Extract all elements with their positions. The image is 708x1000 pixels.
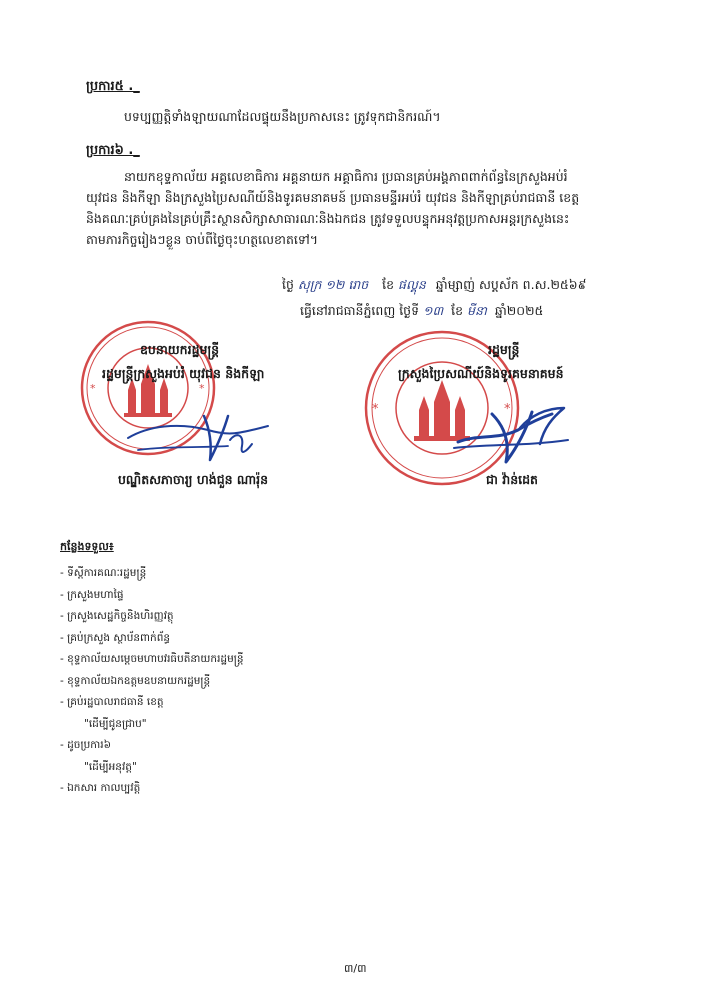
left-signatory-title1: ឧបនាយករដ្ឋមន្ត្រី (140, 342, 220, 357)
left-handwritten-signature (118, 386, 318, 476)
right-handwritten-signature (448, 384, 588, 474)
article6-line: តាមភារកិច្ចរៀងៗខ្លួន ចាប់ពីថ្ងៃចុះហត្ថលេខាតទៅ។ (86, 232, 319, 247)
recipient-item: - ខុទ្ទកាល័យឯកឧត្តមឧបនាយករដ្ឋមន្ត្រី (60, 674, 211, 687)
lunar-date-line (282, 274, 586, 295)
recipient-subnote: "ដើម្បីអនុវត្ត" (84, 760, 137, 773)
article5-text: បទប្បញ្ញត្តិទាំងឡាយណាដែលផ្ទុយនឹងប្រកាសនេះ ត្រូវទុកជានិករណ៍។ (124, 109, 441, 124)
svg-text:*: * (90, 382, 96, 395)
recipient-subnote: "ដើម្បីជូនជ្រាប" (84, 717, 147, 730)
recipient-item: - ខុទ្ទកាល័យសម្តេចមហាបវរធិបតីនាយករដ្ឋមន្ត្រី (60, 653, 244, 665)
right-signatory-name: ជា វ៉ាន់ដេត (486, 472, 538, 487)
article6-text (86, 166, 646, 250)
solar-date-line (300, 300, 543, 321)
solar-year: ឆ្នាំ២០២៥ (494, 303, 544, 318)
solar-month: មីនា (467, 303, 487, 318)
page-number: ៣/៣ (344, 962, 367, 975)
solar-month-prefix: ខែ (451, 303, 464, 318)
article6-heading: ប្រការ៦ ._ (86, 143, 140, 158)
solar-date-prefix: ធ្វើនៅរាជធានីភ្នំពេញ ថ្ងៃទី (300, 303, 420, 318)
lunar-month-prefix: ខែ (382, 277, 395, 292)
right-signatory-title2: ក្រសួងប្រៃសណីយ៍និងទូរគមនាគមន៍ (398, 366, 564, 381)
recipient-item: - គ្រប់រដ្ឋបាលរាជធានី ខេត្ត (60, 696, 164, 708)
right-signatory-title1: រដ្ឋមន្ត្រី (488, 342, 520, 357)
recipient-item: - ឯកសារ កាលប្បវត្តិ (60, 782, 141, 794)
recipient-item: - ដូចប្រការ៦ (60, 739, 112, 751)
lunar-month: ផល្គុន (398, 277, 426, 292)
left-signatory-title2: រដ្ឋមន្ត្រីក្រសួងអប់រំ យុវជន និងកីឡា (102, 366, 265, 381)
svg-text:*: * (372, 402, 379, 417)
recipients-title: កន្លែងទទួល៖ (60, 540, 114, 553)
recipients-list (60, 563, 244, 800)
article5-heading: ប្រការ៥ ._ (86, 79, 140, 94)
article6-line: នាយកខុទ្ទកាល័យ អគ្គលេខាធិការ អគ្គនាយក អគ្គាធិការ ប្រធានគ្រប់អង្គភាពពាក់ព័ន្ធនៃក្រសួងអប់រំ (124, 169, 568, 184)
article6-line: និងគណៈគ្រប់គ្រងនៃគ្រប់គ្រឹះស្ថានសិក្សាសាធារណៈនិងឯកជន ត្រូវទទួលបន្ទុកអនុវត្តប្រកាសអន្តរក្រសួងនេះ (86, 211, 570, 226)
left-signatory-name: បណ្ឌិតសភាចារ្យ ហង់ជួន ណារ៉ុន (118, 472, 269, 487)
recipient-item: - ទីស្តីការគណៈរដ្ឋមន្ត្រី (60, 567, 147, 579)
svg-text:*: * (504, 402, 511, 417)
solar-date-day: ១៣ (423, 303, 444, 318)
article6-line: យុវជន និងកីឡា និងក្រសួងប្រៃសណីយ៍និងទូរគមនាគមន៍ ប្រធានមន្ទីរអប់រំ យុវជន និងកីឡាគ្រប់រាជធានី ខេត្ត (86, 190, 580, 205)
recipient-item: - ក្រសួងមហាផ្ទៃ (60, 588, 124, 601)
lunar-year: ឆ្នាំម្សាញ់ សប្តស័ក ព.ស.២៥៦៩ (435, 277, 587, 292)
recipient-item: - ក្រសួងសេដ្ឋកិច្ចនិងហិរញ្ញវត្ថុ (60, 610, 174, 622)
lunar-date-day: សុក្រ ១២ រោច (297, 277, 369, 292)
lunar-date-prefix: ថ្ងៃ (282, 277, 294, 292)
recipient-item: - គ្រប់ក្រសួង ស្ថាប័នពាក់ព័ន្ធ (60, 631, 171, 644)
svg-text:*: * (199, 382, 205, 395)
